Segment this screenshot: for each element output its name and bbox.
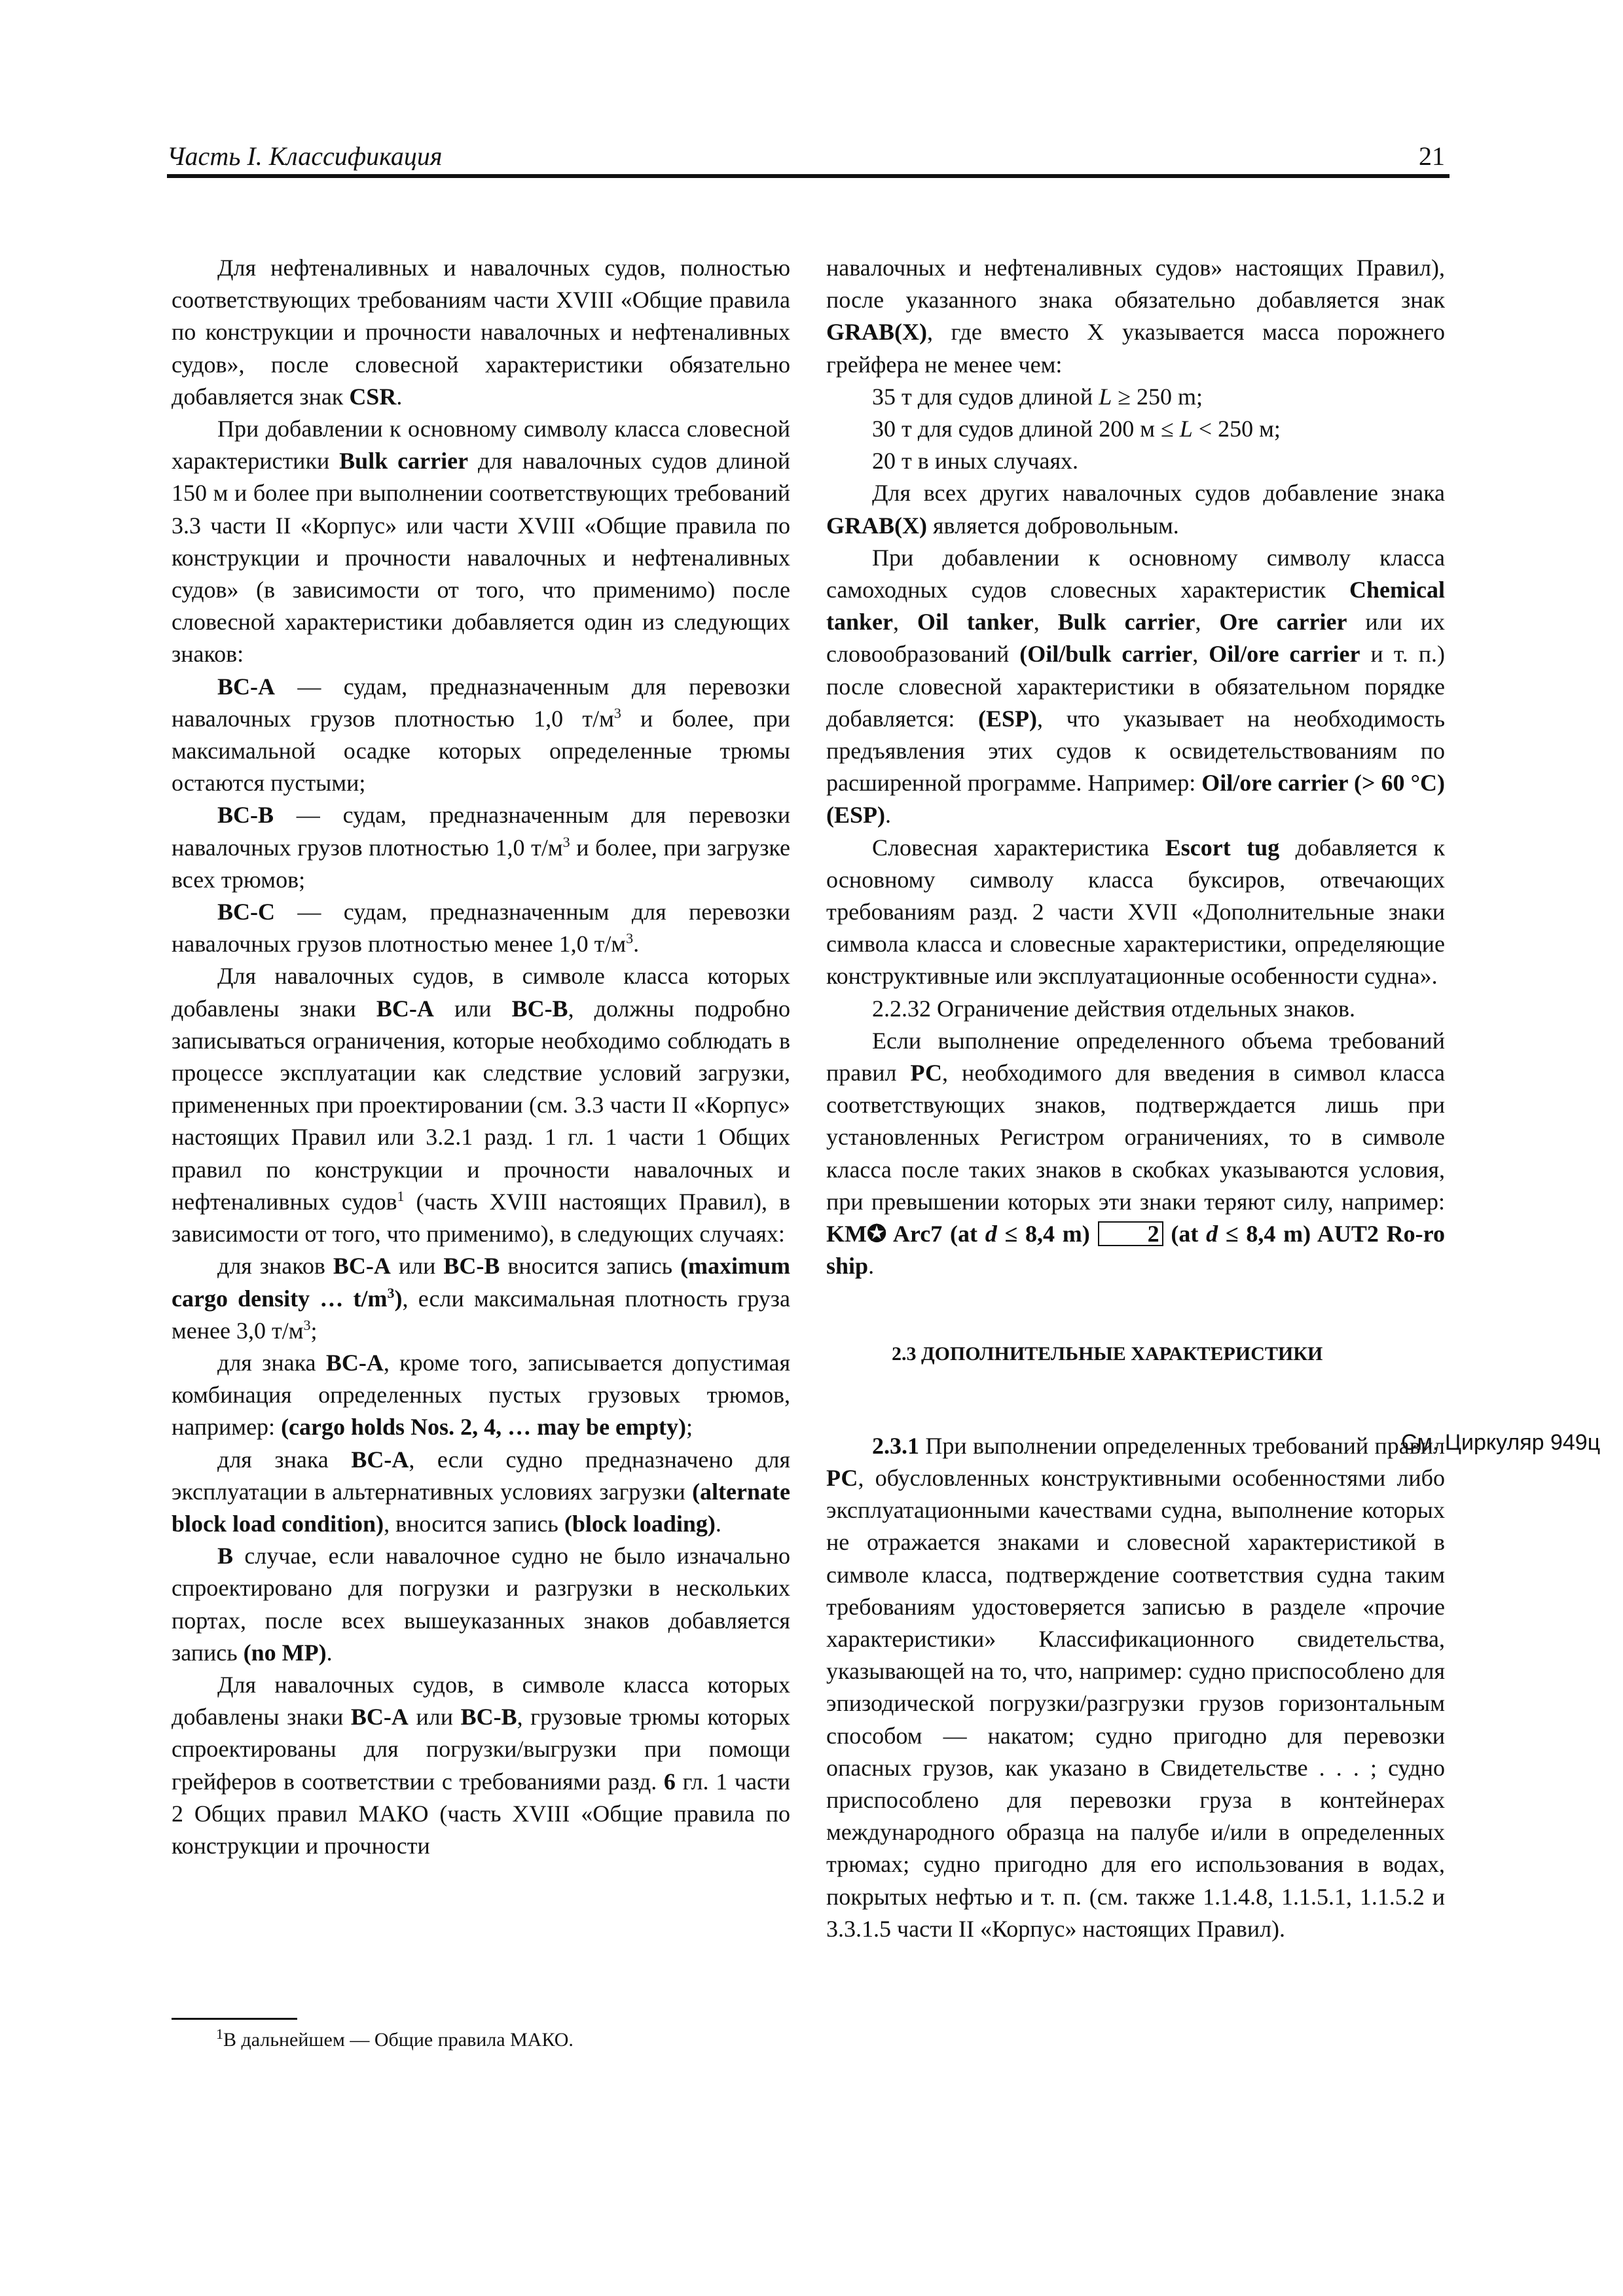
paragraph — [826, 381, 1445, 413]
page-header-title: Часть I. Классификация — [167, 141, 443, 171]
text-run: для знака — [217, 1349, 326, 1376]
paragraph — [826, 413, 1445, 445]
text-run: ≥ 250 m; — [1112, 383, 1203, 410]
paragraph — [172, 1250, 790, 1347]
text-run: , если судно предназначено для эксплуатации в альтернативных условиях загрузки — [172, 1446, 790, 1505]
paragraph — [826, 1025, 1445, 1283]
superscript: 3 — [562, 833, 570, 850]
boxed-sign: 2 — [1098, 1221, 1163, 1246]
bold-text: Ore carrier — [1219, 609, 1347, 636]
bold-text: 2.3.1 — [872, 1432, 919, 1459]
bold-text: (at — [1163, 1221, 1207, 1247]
text-run: , необходимого для введения в символ класса соответствующих знаков, подтверждается лишь при установленных Регистром ограничениях, то в символе класса после таких знаков в скобках указываются условия, при превышении которых эти знаки теряют силу, например: — [826, 1060, 1445, 1215]
section-gap — [826, 1370, 1445, 1430]
text-run: Для нефтеналивных и навалочных судов, полностью соответствующих требованиям части XVIII «Общие правила по конструкции и прочности навалочных и нефтеналивных судов», после словесной характеристики обязательно добавляется знак — [172, 255, 790, 410]
text-run: для знака — [217, 1446, 352, 1473]
text-run: для навалочных судов длиной 150 м и более при выполнении соответствующих требований 3.3 части II «Корпус» или части XVIII «Общие правила по конструкции и прочности навалочных и нефтеналивных судов» (в зависимости от того, что применимо) после словесной характеристики добавляется один из следующих знаков: — [172, 448, 791, 668]
text-run: Словесная характеристика — [872, 834, 1165, 861]
text-run: , обусловленных конструктивными особенностями либо эксплуатационными качествами судна, выполнение которых не отражается знаками и словесной характеристикой в символе класса, подтверждение соответствия судна таким требованиям удостоверяется записью в разделе «прочие характеристики» Классификационного свидетельства, указывающей на то, что, например: судно приспособлено для эпизодической погрузки/разгрузки грузов горизонтальным способом — накатом; судно пригодно для перевозки опасных грузов, как указано в Свидетельстве . . . ; судно приспособлено для перевозки груза в контейнерах международного образца на палубе и/или в определенных трюмах; судно пригодно для его использования в водах, покрытых нефтью и т. п. (см. также 1.1.4.8, 1.1.5.1, 1.1.5.2 и 3.3.1.5 части II «Корпус» настоящих Правил). — [826, 1464, 1445, 1942]
paragraph — [826, 993, 1445, 1025]
text-run: . — [326, 1639, 333, 1666]
paragraph — [172, 960, 790, 1250]
paragraph — [172, 671, 790, 800]
bold-text: BC-C — [217, 899, 275, 925]
bold-text: Escort tug — [1165, 834, 1280, 861]
text-run: < 250 м; — [1192, 416, 1281, 442]
footnote-mark: 1 — [216, 2026, 223, 2042]
text-run: , где вместо X указывается масса порожнего грейфера не менее чем: — [826, 319, 1445, 378]
text-run: , грузовые трюмы которых спроектированы для погрузки/выгрузки при помощи грейферов в соответствии с требованиями разд. — [172, 1704, 790, 1795]
text-run: , если максимальная плотность груза менее 3,0 т/м — [172, 1285, 790, 1344]
paragraph — [826, 477, 1445, 541]
bold-text: (ESP) — [978, 705, 1038, 732]
text-run: . — [633, 931, 640, 958]
bold-text: РС — [826, 1464, 858, 1491]
text-run: При добавлении к основному символу класса словесной характеристики — [172, 416, 790, 475]
text-run: случае, если навалочное судно не было изначально спроектировано для погрузки и разгрузки в нескольких портах, после всех вышеуказанных знаков добавляется запись — [172, 1543, 790, 1666]
paragraph — [172, 1444, 790, 1541]
page-number: 21 — [1419, 141, 1445, 171]
superscript: 3 — [303, 1316, 311, 1333]
bold-text: BC-A — [333, 1253, 391, 1280]
text-run: Для навалочных судов, в символе класса которых добавлены знаки — [172, 963, 790, 1022]
superscript: 3 — [387, 1284, 395, 1301]
text-run: — судам, предназначенным для перевозки навалочных грузов плотностью 1,0 т/м — [172, 802, 790, 861]
text-run: (часть XVIII настоящих Правил), в зависимости от того, что применимо), в следующих случаях: — [172, 1188, 790, 1247]
bold-text: B — [217, 1543, 234, 1570]
text-run: добавляется к основному символу класса буксиров, отвечающих требованиям разд. 2 части XVII «Дополнительные знаки символа класса и словесные характеристики, определяющие конструктивные или эксплуатационные особенности судна». — [826, 834, 1445, 990]
paragraph — [172, 799, 790, 896]
bold-text: BC-A — [376, 995, 434, 1022]
bold-text: (maximum cargo density … t/m — [172, 1253, 791, 1312]
text-run: . — [715, 1510, 721, 1537]
text-run: , — [1195, 609, 1220, 636]
paragraph — [826, 542, 1445, 832]
bold-text: BC-A — [217, 673, 275, 700]
text-run: , — [893, 609, 917, 636]
bold-text: (block loading) — [564, 1510, 716, 1537]
text-run: , — [1033, 609, 1058, 636]
text-run: При выполнении определенных требований правил — [919, 1432, 1445, 1459]
bold-text: ) — [394, 1285, 403, 1312]
bold-text: Bulk carrier — [1057, 609, 1195, 636]
paragraph — [172, 1669, 790, 1862]
text-run: — судам, предназначенным для перевозки навалочных грузов плотностью менее 1,0 т/м — [172, 899, 790, 958]
bold-text: d — [1206, 1221, 1218, 1247]
text-run: гл. 1 части 2 Общих правил МАКО (часть XVIII «Общие правила по конструкции и прочности — [172, 1768, 790, 1859]
header-rule — [167, 174, 1450, 178]
bold-text: ≤ 8,4 m) — [996, 1221, 1090, 1247]
paragraph — [172, 252, 790, 413]
text-run: или — [433, 995, 512, 1022]
circular-note: См. Циркуляр 949ц — [1401, 1430, 1601, 1455]
footnote-rule — [172, 2018, 297, 2020]
bold-text: ≤ 8,4 m) AUT2 Ro-ro ship — [826, 1221, 1446, 1280]
text-run: . — [396, 383, 403, 410]
text-run: , вносится запись — [384, 1510, 564, 1537]
bold-text: (cargo holds Nos. 2, 4, … may be empty) — [281, 1414, 687, 1441]
text-run: , кроме того, записывается допустимая комбинация определенных пустых грузовых трюмов, например: — [172, 1349, 790, 1441]
bold-text: BC-B — [460, 1704, 517, 1731]
bold-text: BC-A — [351, 1446, 409, 1473]
text-run: и более, при загрузке всех трюмов; — [172, 834, 790, 893]
paragraph — [172, 413, 790, 671]
bold-text: 6 — [663, 1768, 676, 1795]
footnote — [216, 2026, 574, 2051]
paragraph — [826, 252, 1445, 381]
bold-text: (Oil/bulk carrier — [1019, 641, 1193, 668]
right-column-paragraphs — [826, 252, 1445, 1283]
text-run: и т. п.) после словесной характеристики в обязательном порядке добавляется: — [826, 641, 1445, 732]
bold-text: KM✪ Arc7 (at — [826, 1221, 985, 1247]
italic-text: L — [1179, 416, 1193, 442]
bold-text: BC-B — [511, 995, 568, 1022]
italic-text: L — [1099, 383, 1112, 410]
text-run: для знаков — [217, 1253, 333, 1280]
text-run — [1090, 1221, 1098, 1247]
bold-text: Chemical tanker — [826, 577, 1445, 636]
text-run: , что указывает на необходимость предъявления этих судов к освидетельствованиям по расширенной программе. Например: — [826, 705, 1445, 797]
text-run: , должны подробно записываться ограничения, которые необходимо соблюдать в процессе эксплуатации как следствие условий загрузки, примененных при проектировании (см. 3.3 части II «Корпус» настоящих Правил или 3.2.1 разд. 1 гл. 1 части 1 Общих правил по конструкции и прочности навалочных и нефтеналивных судов — [172, 995, 790, 1215]
left-column — [172, 252, 790, 1862]
text-run: Если выполнение определенного объема требований правил — [826, 1027, 1445, 1086]
text-run: или их словообразований — [826, 609, 1446, 668]
bold-text: Oil tanker — [917, 609, 1034, 636]
superscript: 3 — [613, 704, 621, 721]
text-run: ; — [310, 1317, 318, 1344]
bold-text: BC-A — [350, 1704, 409, 1731]
paragraph — [172, 896, 790, 960]
text-run: является добровольным. — [926, 512, 1179, 539]
bold-text: GRAB(X) — [826, 512, 927, 539]
text-run: Для навалочных судов, в символе класса которых добавлены знаки — [172, 1671, 790, 1731]
bold-text: BC-A — [325, 1349, 384, 1376]
paragraph — [826, 832, 1445, 993]
bold-text: BC-B — [443, 1253, 500, 1280]
section-paragraph — [826, 1430, 1445, 1945]
text-run: или — [390, 1253, 444, 1280]
text-run: 35 т для судов длиной — [872, 383, 1099, 410]
bold-text: Bulk carrier — [339, 448, 469, 475]
bold-text: Oil/ore carrier — [1209, 641, 1360, 668]
bold-text: РС — [910, 1060, 942, 1086]
bold-text: BC-B — [217, 802, 274, 829]
text-run: При добавлении к основному символу класса самоходных судов словесных характеристик — [826, 544, 1445, 603]
paragraph — [826, 445, 1445, 477]
bold-text: d — [985, 1221, 997, 1247]
bold-text: (alternate block load condition) — [172, 1478, 790, 1537]
text-run: ; — [686, 1414, 693, 1441]
paragraph — [172, 1347, 790, 1444]
text-run: или — [408, 1704, 461, 1731]
superscript: 1 — [397, 1187, 405, 1204]
text-run: 20 т в иных случаях. — [872, 448, 1079, 475]
right-column — [826, 252, 1445, 1945]
bold-text: GRAB(X) — [826, 319, 927, 346]
text-run: , — [1192, 641, 1209, 668]
bold-text: Oil/ore carrier (> 60 °C)(ESP) — [826, 770, 1445, 829]
text-run: Для всех других навалочных судов добавление знака — [872, 480, 1445, 507]
text-run: 2.2.32 Ограничение действия отдельных знаков. — [872, 995, 1355, 1022]
bold-text: (no MP) — [243, 1639, 327, 1666]
text-run: . — [885, 802, 891, 829]
text-run: . — [868, 1253, 875, 1280]
text-run: и более, при максимальной осадке которых определенные трюмы остаются пустыми; — [172, 705, 790, 797]
bold-text: CSR — [349, 383, 397, 410]
text-run: 30 т для судов длиной 200 м ≤ — [872, 416, 1180, 442]
footnote-text: В дальнейшем — Общие правила МАКО. — [223, 2029, 574, 2051]
text-run: навалочных и нефтеналивных судов» настоящих Правил), после указанного знака обязательно добавляется знак — [826, 255, 1445, 314]
text-run: — судам, предназначенным для перевозки навалочных грузов плотностью 1,0 т/м — [172, 673, 790, 732]
superscript: 3 — [626, 930, 634, 947]
section-title: 2.3 ДОПОЛНИТЕЛЬНЫЕ ХАРАКТЕРИСТИКИ — [892, 1342, 1323, 1365]
text-run: вносится запись — [500, 1253, 681, 1280]
paragraph — [172, 1540, 790, 1669]
